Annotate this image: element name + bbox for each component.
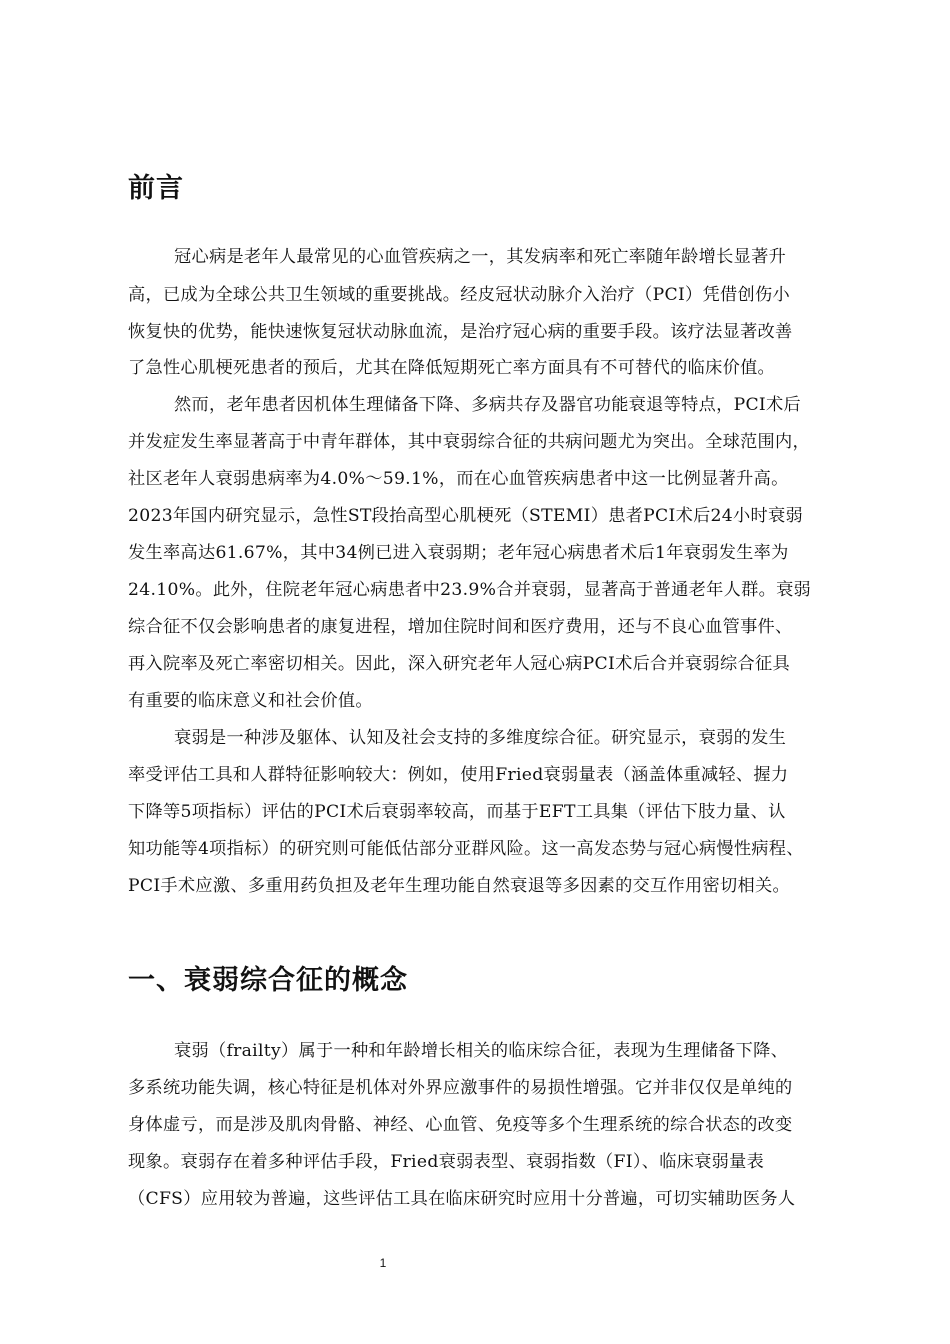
page-number: 1 [379,1256,387,1270]
text-line: 多系统功能失调，核心特征是机体对外界应激事件的易损性增强。它并非仅仅是单纯的 [128,1078,793,1098]
text-line: 综合征不仅会影响患者的康复进程，增加住院时间和医疗费用，还与不良心血管事件、 [128,617,793,637]
section-heading-1: 一、衰弱综合征的概念 [128,965,408,996]
text-line: 衰弱是一种涉及躯体、认知及社会支持的多维度综合征。研究显示，衰弱的发生 [174,728,787,748]
text-line: 然而，老年患者因机体生理储备下降、多病共存及器官功能衰退等特点，PCI术后 [174,395,801,415]
text-line: 恢复快的优势，能快速恢复冠状动脉血流，是治疗冠心病的重要手段。该疗法显著改善 [128,322,793,342]
text-line: 了急性心肌梗死患者的预后，尤其在降低短期死亡率方面具有不可替代的临床价值。 [128,358,776,378]
text-line: 并发症发生率显著高于中青年群体，其中衰弱综合征的共病问题尤为突出。全球范围内， [128,432,811,452]
text-line: 发生率高达61.67%，其中34例已进入衰弱期；老年冠心病患者术后1年衰弱发生率为 [128,543,789,563]
text-line: 社区老年人衰弱患病率为4.0%～59.1%，而在心血管疾病患者中这一比例显著升高。 [128,469,789,489]
text-line: 高，已成为全球公共卫生领域的重要挑战。经皮冠状动脉介入治疗（PCI）凭借创伤小 [128,285,790,305]
text-line: 下降等5项指标）评估的PCI术后衰弱率较高，而基于EFT工具集（评估下肢力量、认 [128,802,786,822]
text-line: 冠心病是老年人最常见的心血管疾病之一，其发病率和死亡率随年龄增长显著升 [174,247,787,267]
text-line: PCI手术应激、多重用药负担及老年生理功能自然衰退等多因素的交互作用密切相关。 [128,876,790,896]
text-line: 衰弱（frailty）属于一种和年龄增长相关的临床综合征，表现为生理储备下降、 [174,1041,789,1061]
text-line: （CFS）应用较为普遍，这些评估工具在临床研究时应用十分普遍，可切实辅助医务人 [128,1189,796,1209]
text-line: 有重要的临床意义和社会价值。 [128,691,373,711]
text-line: 24.10%。此外，住院老年冠心病患者中23.9%合并衰弱，显著高于普通老年人群。衰弱 [128,580,812,600]
text-line: 率受评估工具和人群特征影响较大：例如，使用Fried衰弱量表（涵盖体重减轻、握力 [128,765,789,785]
text-line: 身体虚亏，而是涉及肌肉骨骼、神经、心血管、免疫等多个生理系统的综合状态的改变 [128,1115,793,1135]
text-line: 现象。衰弱存在着多种评估手段，Fried衰弱表型、衰弱指数（FI）、临床衰弱量表 [128,1152,765,1172]
section-heading-intro: 前言 [128,173,184,204]
text-line: 知功能等4项指标）的研究则可能低估部分亚群风险。这一高发态势与冠心病慢性病程、 [128,839,804,859]
text-line: 再入院率及死亡率密切相关。因此，深入研究老年人冠心病PCI术后合并衰弱综合征具 [128,654,790,674]
text-line: 2023年国内研究显示，急性ST段抬高型心肌梗死（STEMI）患者PCI术后24小时衰弱 [128,506,803,526]
